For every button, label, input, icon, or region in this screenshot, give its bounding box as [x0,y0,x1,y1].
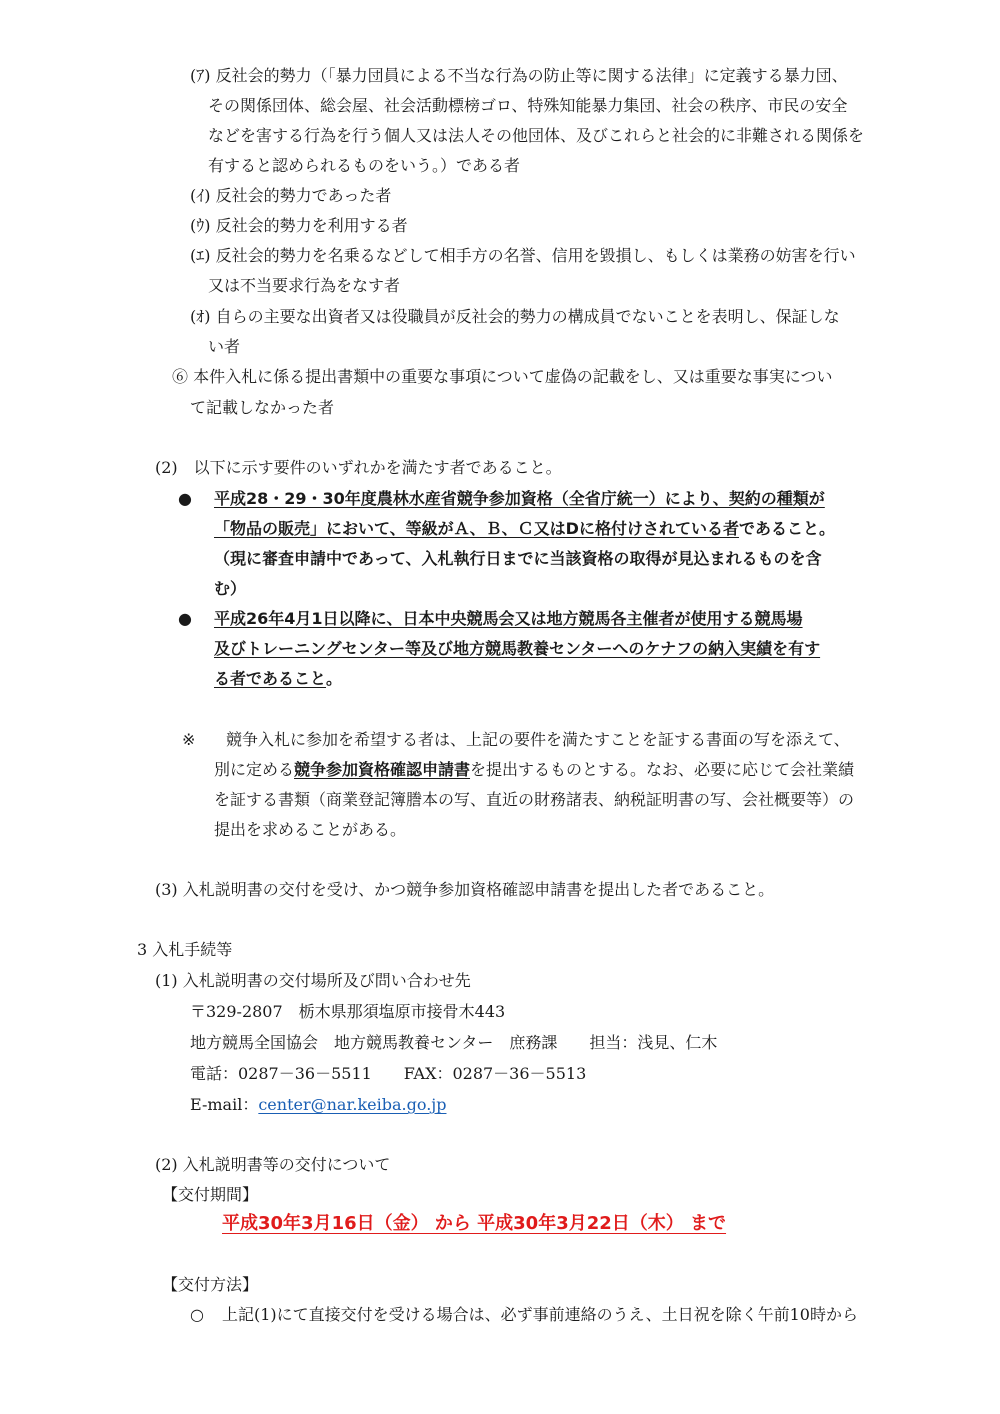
note-line1: 競争入札に参加を希望する者は、上記の要件を満たすことを証する書面の写を添えて、 [226,730,850,749]
item-u: (ｳ) 反社会的勢力を利用する者 [190,216,408,235]
bullet1-line2-underlined: 「物品の販売」において、等級がＡ、Ｂ、Ｃ又はDに格付けされている者 [214,519,739,538]
address: 〒329-2807 栃木県那須塩原市接骨木443 [190,1002,506,1021]
item-o-line1: (ｵ) 自らの主要な出資者又は役職員が反社会的勢力の構成員でないことを表明し、保証しな [190,307,840,326]
email-link[interactable]: center@nar.keiba.go.jp [258,1095,447,1114]
note-line2-post: を提出するものとする。なお、必要に応じて会社業績 [470,760,855,779]
note-line2-pre: 別に定める [214,760,295,779]
delivery-period: 平成30年3月16日（金） から 平成30年3月22日（木） まで [222,1213,727,1234]
period-label: 【交付期間】 [162,1185,259,1204]
bullet1-line2 [214,519,835,539]
bullet2-line3-tail: 。 [326,669,343,688]
item-6-line1: ⑥ 本件入札に係る提出書類中の重要な事項について虚偽の記載をし、又は重要な事実につい [172,367,833,386]
item-a-line3: などを害する行為を行う個人又は法人その他団体、及びこれらと社会的に非難される関係を [208,126,865,145]
item-6-line2: て記載しなかった者 [190,398,335,417]
method-line1: 上記(1)にて直接交付を受ける場合は、必ず事前連絡のうえ、土日祝を除く午前10時から [222,1305,858,1324]
bullet2-line3-underlined: る者であること [214,669,327,688]
organization: 地方競馬全国協会 地方競馬教養センター 庶務課 担当：浅見、仁木 [190,1033,718,1052]
section-3-heading: 3 入札手続等 [137,940,233,959]
requirement-2-heading: (2) 以下に示す要件のいずれかを満たす者であること。 [155,458,562,477]
bullet2-line3 [214,669,342,689]
item-e-line2: 又は不当要求行為をなす者 [208,276,401,295]
bullet1-line4: む） [214,579,247,598]
bullet1-line1: 平成28・29・30年度農林水産省競争参加資格（全省庁統一）により、契約の種類が [214,489,825,508]
requirement-3: (3) 入札説明書の交付を受け、かつ競争参加資格確認申請書を提出した者であること。 [155,880,775,899]
item-e-line1: (ｴ) 反社会的勢力を名乗るなどして相手方の名誉、信用を毀損し、もしくは業務の妨害を行い [190,246,856,265]
section-3-1-heading: (1) 入札説明書の交付場所及び問い合わせ先 [155,971,471,990]
method-circle-icon: ○ [190,1305,204,1324]
item-o-line2: い者 [208,337,241,356]
email-row [190,1095,446,1115]
note-mark: ※ [182,730,196,749]
note-line4: 提出を求めることがある。 [214,820,407,839]
note-line2-underlined: 競争参加資格確認申請書 [294,760,471,779]
item-i: (ｲ) 反社会的勢力であった者 [190,186,392,205]
section-3-2-heading: (2) 入札説明書等の交付について [155,1155,391,1174]
bullet-icon: ● [178,609,192,628]
email-label: E-mail： [190,1095,259,1114]
item-a-line4: 有すると認められるものをいう。）である者 [208,156,521,175]
bullet-icon: ● [178,489,192,508]
note-line2 [214,760,854,780]
item-a-line2: その関係団体、総会屋、社会活動標榜ゴロ、特殊知能暴力集団、社会の秩序、市民の安全 [208,96,848,115]
bullet2-line1: 平成26年4月1日以降に、日本中央競馬会又は地方競馬各主催者が使用する競馬場 [214,609,803,628]
bullet2-line2: 及びトレーニングセンター等及び地方競馬教養センターへのケナフの納入実績を有す [214,639,821,658]
bullet1-line3: （現に審査申請中であって、入札執行日までに当該資格の取得が見込まれるものを含 [214,549,822,568]
phone-fax: 電話：0287－36－5511 FAX：0287－36－5513 [190,1064,587,1083]
bullet1-line2-tail: であること。 [738,519,835,538]
method-label: 【交付方法】 [162,1275,259,1294]
item-a-line1: (ｱ) 反社会的勢力（「暴力団員による不当な行為の防止等に関する法律」に定義する暴力団、 [190,66,848,85]
note-line3: を証する書類（商業登記簿謄本の写、直近の財務諸表、納税証明書の写、会社概要等）の [214,790,855,809]
